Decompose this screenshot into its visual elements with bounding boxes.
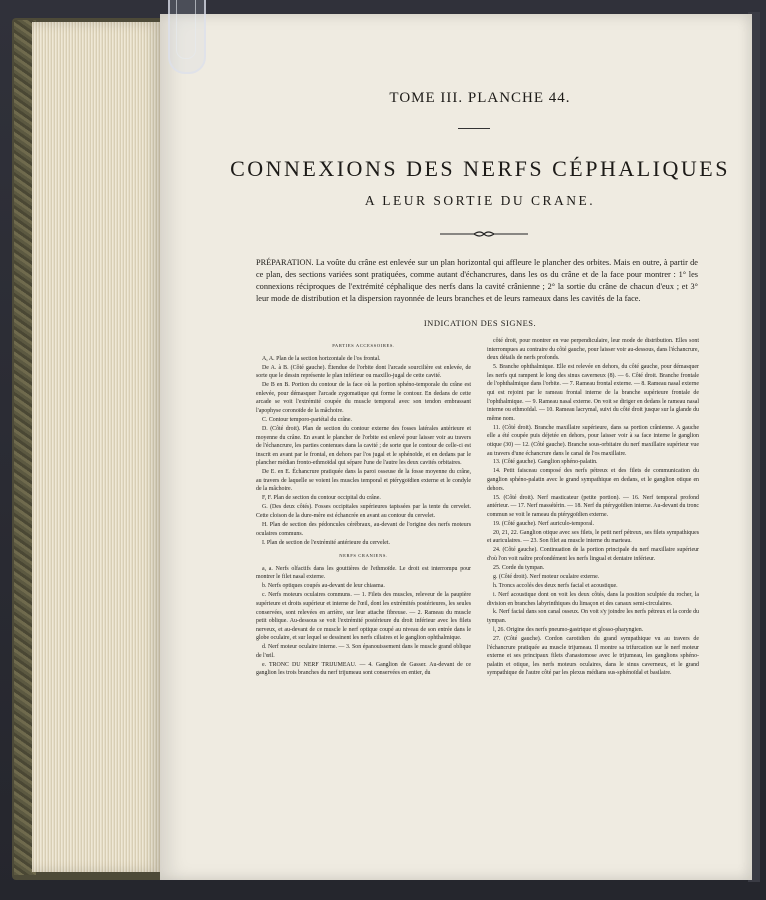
legend-entry: 20, 21, 22. Ganglion otique avec ses filets, le petit nerf pétreux, ses filets sympathiques et auriculaires. — 23. Son filet au muscle interne du marteau. bbox=[487, 529, 699, 545]
legend-entry: c. Nerfs moteurs oculaires communs. — 1. Filets des muscles, releveur de la paupière supérieure et droits supérieur et interne de l'œil, dont les extrémités postérieures, les seules conservées, sont relevées en arrière, sur leur attache fibreuse. — 2. Rameau du muscle petit oblique. Au-dessous se voit l'extrémité postérieure du droit inférieur avec les filets nerveux, et au-devant de ce muscle le nerf optique coupé au niveau de son entrée dans le globe oculaire, et sur lequel se dessinent les nerfs ciliaires et le ganglion ophthalmique. bbox=[256, 592, 471, 642]
indication-heading: INDICATION DES SIGNES. bbox=[423, 318, 537, 328]
legend-entry: d. Nerf moteur oculaire interne. — 3. Son épanouissement dans le muscle grand oblique de l'œil. bbox=[256, 644, 471, 659]
legend-entry: De E. en E. Échancrure pratiquée dans la paroi osseuse de la fosse moyenne du crâne, au travers de laquelle se voient les muscles temporal et ptérygoïdien externe et le condyle de la mâchoire. bbox=[256, 469, 471, 493]
main-title: CONNEXIONS DES NERFS CÉPHALIQUES bbox=[230, 156, 730, 181]
left-paragraphs-2 bbox=[256, 565, 471, 678]
preparation-paragraph: PRÉPARATION. La voûte du crâne est enlevée sur un plan horizontal qui affleure le plancher des orbites. Mais en outre, à partir de ce plan, des sections variées sont pratiquées, comme autant d'échancrures, dans les os du crâne et de la face pour montrer : 1° les connexions réciproques de l'extrémité céphalique des nerfs dans la cavité crânienne ; 2° la sortie du crâne de chacun d'eux ; et 3° leur mode de distribution et la dispersion rayonnée de leurs branches et de leurs rameaux dans les cavités de la face. bbox=[256, 258, 698, 304]
legend-entry: côté droit, pour montrer en vue perpendiculaire, leur mode de distribution. Elles sont interrompues au contraire du côté gauche, pour laisser voir au-dessous, dans l'échancrure, deux détails de nerfs profonds. bbox=[487, 338, 699, 362]
legend-entry: k. Nerf facial dans son canal osseux. On voit s'y joindre les nerfs pétreux et la corde du tympan. bbox=[487, 609, 699, 625]
page-clip-inner bbox=[176, 0, 196, 59]
right-paragraphs bbox=[487, 337, 699, 678]
legend-entry: 24. (Côté gauche). Continuation de la portion principale du nerf maxillaire supérieur d'où l'on voit naître profondément les nerfs lingual et dentaire inférieur. bbox=[487, 547, 699, 562]
legend-entry: A, A. Plan de la section horizontale de l'os frontal. bbox=[262, 355, 381, 362]
legend-entry: 25. Corde du tympan. bbox=[493, 564, 545, 571]
stacked-page-edges bbox=[32, 22, 162, 872]
legend-entry: i. Nerf acoustique dont on voit les deux côtés, dans la position sculptée du rocher, la division en branches labyrinthiques du limaçon et des canaux semi-circulaires. bbox=[487, 591, 699, 607]
legend-entry: h. Troncs accolés des deux nerfs facial et acoustique. bbox=[493, 582, 618, 589]
sub-title: A LEUR SORTIE DU CRANE. bbox=[364, 193, 596, 208]
plate-title: TOME III. PLANCHE 44. bbox=[389, 90, 571, 106]
legend-entry: De B en B. Portion du contour de la face où la portion sphéno-temporale du crâne est enlevée, pour démasquer l'arcade zygomatique qui forme le contour. En dedans de cette arcade se voit l'extrémité coupée du muscle temporal avec son tendon embrassant l'apophyse coronoïde de la mâchoire. bbox=[256, 382, 471, 414]
legend-entry: 13. (Côté gauche). Ganglion sphéno-palatin. bbox=[493, 459, 598, 466]
right-column bbox=[487, 337, 699, 678]
section-heading: PARTIES ACCESSOIRES. bbox=[332, 343, 395, 348]
legend-entry: De A. à B. (Côté gauche). Étendue de l'orbite dont l'arcade sourcilière est enlevée, de sorte que le dessin représente le plan inférieur ou maxillo-jugal de cette cavité. bbox=[256, 364, 471, 380]
legend-entry: F, F. Plan de section du contour occipital du crâne. bbox=[262, 495, 381, 502]
legend-entry: 5. Branche ophthalmique. Elle est relevée en dehors, du côté gauche, pour démasquer les nerfs qui rampent le long des sinus caverneux (8). — 6. Côté droit. Branche frontale de l'ophthalmique dans l'orbite. — 7. Rameau frontal externe. — 8. Rameau nasal externe qui est rejoint par le rameau frontal interne de la branche supérieure frontale de l'ophthalmique. — 9. Rameau nasal externe. On voit se diriger en dedans le rameau nasal interne ou ethmoïdal. — 10. Rameau lacrymal, suivi du côté droit jusque sur la glande du même nom. bbox=[487, 364, 699, 422]
legend-entry: g. (Côté droit). Nerf moteur oculaire externe. bbox=[493, 573, 600, 580]
legend-entry: a, a. Nerfs olfactifs dans les gouttières de l'ethmoïde. Le droit est interrompu pour montrer le filet nasal externe. bbox=[256, 565, 471, 581]
legend-entry: D. (Côté droit). Plan de section du contour externe des fosses latérales antérieure et moyenne du crâne. En avant le plancher de l'orbite est enlevé pour laisser voir au travers de l'échancrure, les parties contenues dans la cavité ; de sorte que le contour de celle-ci est inscrit en avant par le frontal, en dehors par l'os jugal et le sphénoïde, et en dedans par le plancher médian fronto-ethmoïdal qui sépare l'une de l'autre les deux cavités orbitaires. bbox=[256, 425, 471, 467]
legend-entry: H. Plan de section des pédoncules cérébraux, au-devant de l'origine des nerfs moteurs oculaires communs. bbox=[256, 522, 471, 537]
legend-entry: 19. (Côté gauche). Nerf auriculo-temporal. bbox=[493, 520, 594, 527]
legend-entry: 15. (Côté droit). Nerf masticateur (petite portion). — 16. Nerf temporal profond antérieur. — 17. Nerf massétérin. — 18. Nerf du ptérygoïdien interne. Au-devant du tronc commun se voit le rameau du ptérygoïdien externe. bbox=[487, 494, 699, 518]
title-rule bbox=[458, 128, 490, 129]
legend-entry: 27. (Côté gauche). Cordon carotidien du grand sympathique vu au travers de l'échancrure pratiquée au muscle trijumeau. Il montre sa trifurcation sur le nerf moteur externe et ses principaux filets d'anastomose avec le trijumeau, les ganglions sphéno-palatin et otique, les nerfs moteurs oculaires, dans le sinus caverneux, et le grand sympathique de l'autre côté par les plexus médians sus-sphénoïdal et basilaire. bbox=[487, 636, 699, 677]
legend-entry: l, 26. Origine des nerfs pneumo-gastrique et glosso-pharyngien. bbox=[493, 627, 644, 634]
legend-entry: 11. (Côté droit). Branche maxillaire supérieure, dans sa portion crânienne. A gauche elle a été coupée puis déjetée en dehors, pour laisser voir à sa face interne le ganglion otique (30) — 12. (Côté gauche). Branche sous-orbitaire du nerf maxillaire supérieur vue au travers d'une échancrure dans le canal de l'os maxillaire. bbox=[487, 424, 699, 457]
left-paragraphs-1 bbox=[256, 355, 471, 548]
legend-entry: 14. Petit faisceau composé des nerfs pétreux et des filets de communication du ganglion sphéno-palatin avec le grand sympathique en dedans, et le ganglion otique en dehors. bbox=[487, 468, 699, 492]
left-column bbox=[256, 337, 471, 678]
legend-entry: e. TRONC DU NERF TRIJUMEAU. — 4. Ganglion de Gasser. Au-devant de ce ganglion les trois branches du nerf trijumeau sont conservées en entier, du bbox=[256, 661, 471, 677]
section-heading: NERFS CRANIENS. bbox=[339, 553, 388, 559]
legend-entry: C. Contour temporo-pariétal du crâne. bbox=[262, 416, 352, 423]
legend-entry: I. Plan de section de l'extrémité antérieure du cervelet. bbox=[262, 539, 390, 546]
legend-entry: b. Nerfs optiques coupés au-devant de leur chiasma. bbox=[262, 583, 385, 590]
ornament-divider bbox=[440, 230, 528, 238]
legend-entry: G. (Des deux côtés). Fosses occipitales supérieures tapissées par la tente du cervelet. Cette cloison de la dure-mère est échancrée en avant au contour du cervelet. bbox=[256, 504, 471, 520]
